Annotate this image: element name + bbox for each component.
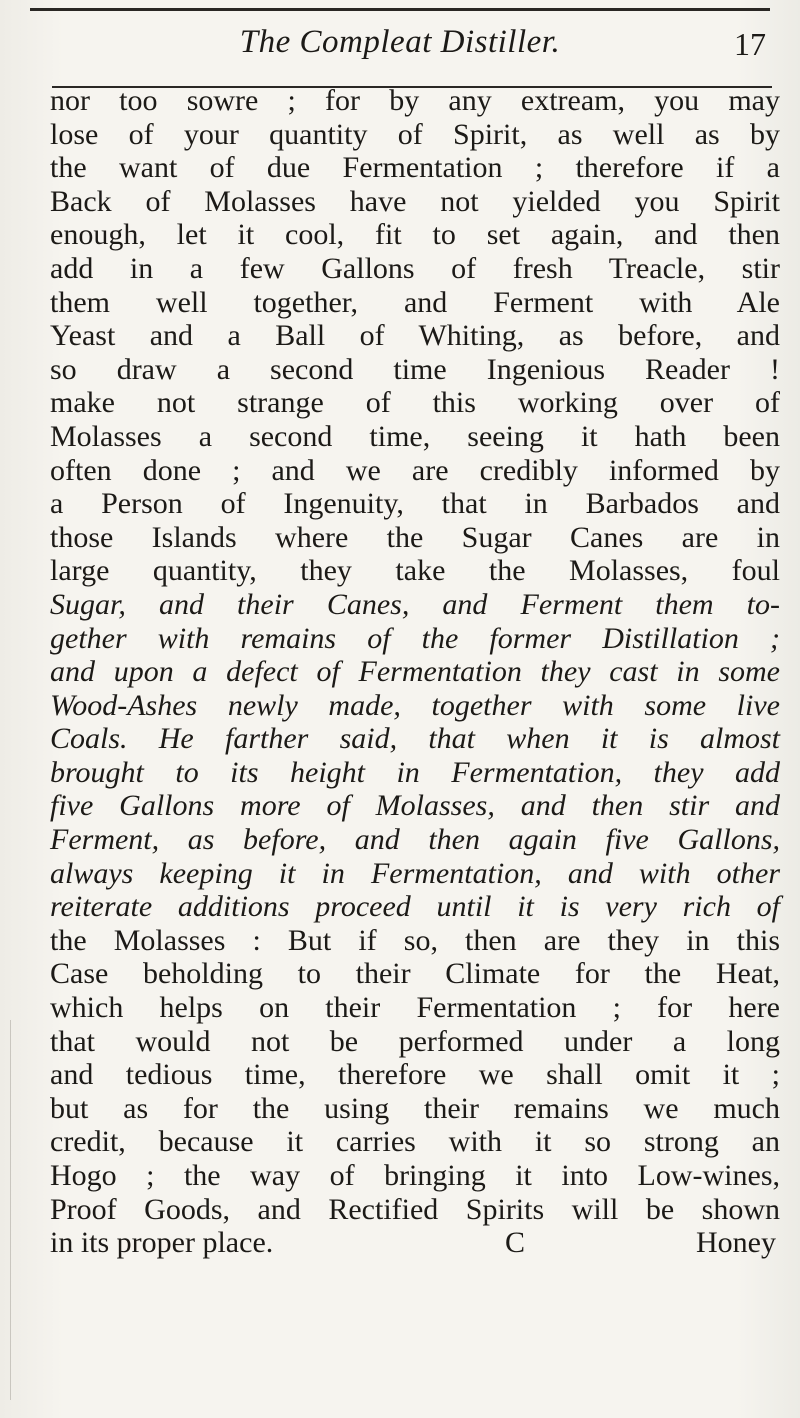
text-line: that would not be performed under a long bbox=[50, 1024, 780, 1058]
body-text bbox=[50, 84, 780, 1260]
text-line: reiterate additions proceed until it is very rich of bbox=[50, 890, 780, 924]
page-number: 17 bbox=[734, 26, 766, 62]
text-line: always keeping it in Fermentation, and with other bbox=[50, 856, 780, 890]
text-line: five Gallons more of Molasses, and then stir and bbox=[50, 789, 780, 823]
text-line: gether with remains of the former Distillation ; bbox=[50, 621, 780, 655]
text-line: add in a few Gallons of fresh Treacle, stir bbox=[50, 251, 780, 285]
text-line: and tedious time, therefore we shall omit it ; bbox=[50, 1058, 780, 1092]
text-line: Case beholding to their Climate for the Heat, bbox=[50, 957, 780, 991]
text-line: the Molasses : But if so, then are they in this bbox=[50, 923, 780, 957]
text-line: the want of due Fermentation ; therefore if a bbox=[50, 151, 780, 185]
text-line: Wood-Ashes newly made, together with some live bbox=[50, 688, 780, 722]
text-line: Coals. He farther said, that when it is almost bbox=[50, 722, 780, 756]
text-line: Yeast and a Ball of Whiting, as before, and bbox=[50, 319, 780, 353]
text-line: those Islands where the Sugar Canes are in bbox=[50, 520, 780, 554]
text-line: often done ; and we are credibly informed by bbox=[50, 453, 780, 487]
text-line: Proof Goods, and Rectified Spirits will be shown bbox=[50, 1192, 780, 1226]
signature-mark: C bbox=[505, 1226, 526, 1260]
text-line-final bbox=[50, 1226, 780, 1260]
text-line: make not strange of this working over of bbox=[50, 386, 780, 420]
text-line: Molasses a second time, seeing it hath been bbox=[50, 419, 780, 453]
text-line: which helps on their Fermentation ; for here bbox=[50, 991, 780, 1025]
text-line: and upon a defect of Fermentation they cast in some bbox=[50, 655, 780, 689]
text-line: them well together, and Ferment with Ale bbox=[50, 285, 780, 319]
text-line: Ferment, as before, and then again five Gallons, bbox=[50, 823, 780, 857]
margin-shadow-line bbox=[10, 1020, 11, 1400]
text-line: large quantity, they take the Molasses, foul bbox=[50, 554, 780, 588]
text-line: nor too sowre ; for by any extream, you may bbox=[50, 84, 780, 117]
text-line: so draw a second time Ingenious Reader ! bbox=[50, 352, 780, 386]
text-line: a Person of Ingenuity, that in Barbados and bbox=[50, 487, 780, 521]
running-head: The Compleat Distiller. bbox=[239, 24, 561, 60]
text-line: Sugar, and their Canes, and Ferment them to- bbox=[50, 587, 780, 621]
text-line: lose of your quantity of Spirit, as well as by bbox=[50, 117, 780, 151]
text-line: Hogo ; the way of bringing it into Low-wines, bbox=[50, 1159, 780, 1192]
top-border-rule bbox=[30, 8, 770, 11]
text-line: credit, because it carries with it so strong an bbox=[50, 1125, 780, 1159]
text-line: but as for the using their remains we much bbox=[50, 1091, 780, 1125]
catchword: Honey bbox=[696, 1226, 776, 1260]
final-line-text: in its proper place. bbox=[50, 1226, 274, 1260]
page-header bbox=[0, 16, 800, 76]
text-line: Back of Molasses have not yielded you Spirit bbox=[50, 184, 780, 218]
text-line: brought to its height in Fermentation, they add bbox=[50, 755, 780, 789]
text-line: enough, let it cool, fit to set again, and then bbox=[50, 218, 780, 252]
